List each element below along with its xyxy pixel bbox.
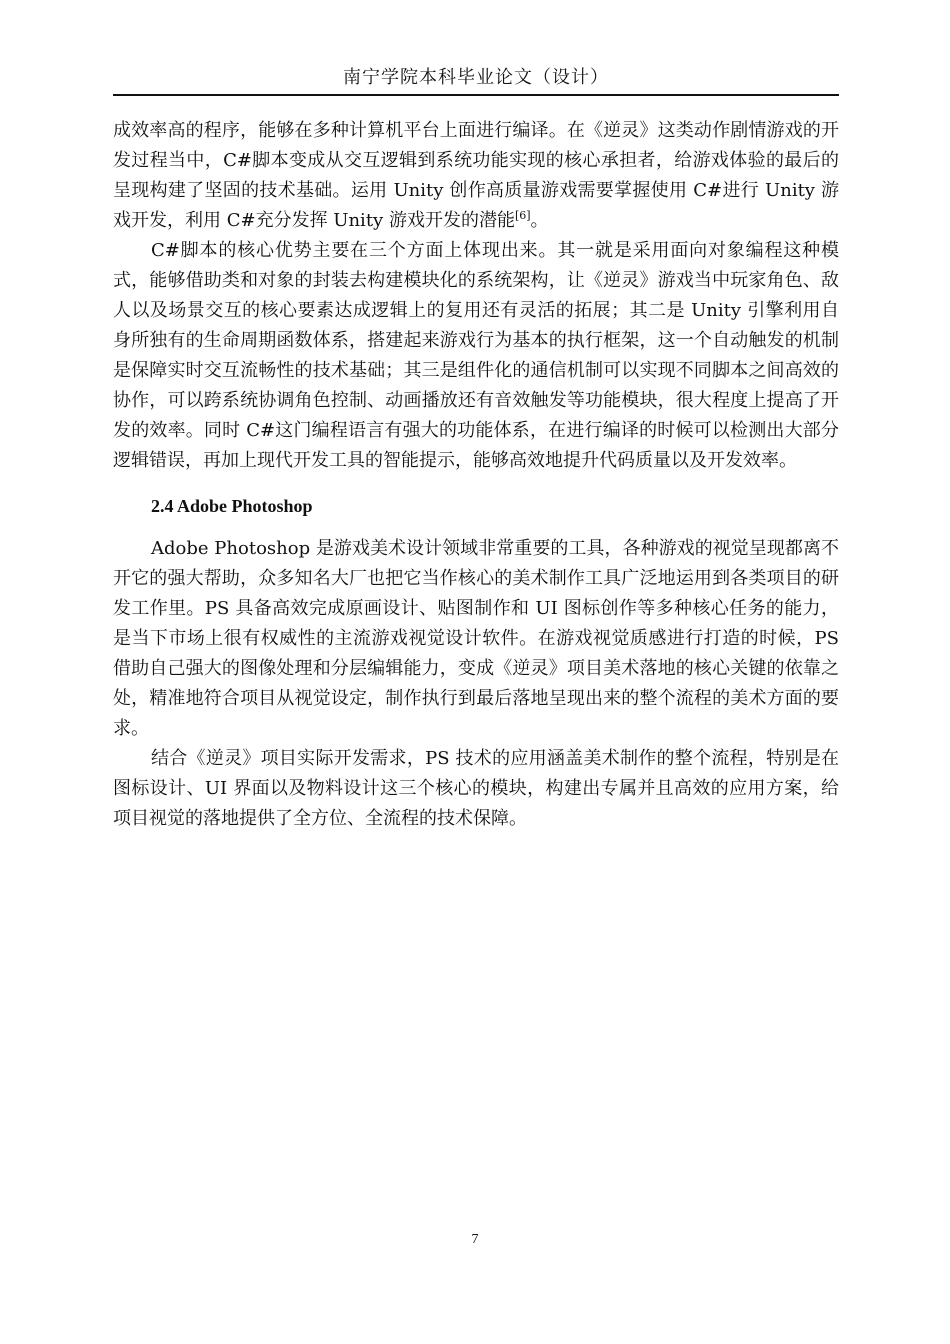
paragraph-csharp-advantages: C#脚本的核心优势主要在三个方面上体现出来。其一就是采用面向对象编程这种模式，能够借助类和对象的封装去构建模块化的系统架构，让《逆灵》游戏当中玩家角色、敌人以及场景交互的核心要素达成逻辑上的复用还有灵活的拓展；其二是 Unity 引擎利用自身所独有的生命周期函数体系，搭建起来游戏行为基本的执行框架，这一个自动触发的机制是保障实时交互流畅性的技术基础；其三是组件化的通信机制可以实现不同脚本之间高效的协作，可以跨系统协调角色控制、动画播放还有音效触发等功能模块，很大程度上提高了开发的效率。同时 C#这门编程语言有强大的功能体系，在进行编译的时候可以检测出大部分逻辑错误，再加上现代开发工具的智能提示，能够高效地提升代码质量以及开发效率。 — [113, 240, 839, 471]
page-number: 7 — [471, 1232, 479, 1247]
paragraph-csharp-intro-text: 成效率高的程序，能够在多种计算机平台上面进行编译。在《逆灵》这类动作剧情游戏的开发过程当中，C#脚本变成从交互逻辑到系统功能实现的核心承担者，给游戏体验的最后的呈现构建了坚固的技术基础。运用 Unity 创作高质量游戏需要掌握使用 C#进行 Unity 游戏开发，利用 C#充分发挥 Unity 游戏开发的潜能 — [113, 120, 839, 231]
paragraph-csharp-intro — [113, 116, 839, 236]
document-body — [113, 116, 839, 834]
paragraph-csharp-intro-end: 。 — [530, 210, 549, 231]
paragraph-photoshop-application: 结合《逆灵》项目实际开发需求，PS 技术的应用涵盖美术制作的整个流程，特别是在图标设计、UI 界面以及物料设计这三个核心的模块，构建出专属并且高效的应用方案，给项目视觉的落地提供了全方位、全流程的技术保障。 — [113, 748, 839, 829]
section-heading: 2.4 Adobe Photoshop — [151, 496, 313, 516]
header-divider — [113, 94, 839, 96]
paragraph-photoshop-intro: Adobe Photoshop 是游戏美术设计领域非常重要的工具，各种游戏的视觉呈现都离不开它的强大帮助，众多知名大厂也把它当作核心的美术制作工具广泛地运用到各类项目的研发工作里。PS 具备高效完成原画设计、贴图制作和 UI 图标创作等多种核心任务的能力，是当下市场上很有权威性的主流游戏视觉设计软件。在游戏视觉质感进行打造的时候，PS 借助自己强大的图像处理和分层编辑能力，变成《逆灵》项目美术落地的核心关键的依靠之处，精准地符合项目从视觉设定，制作执行到最后落地呈现出来的整个流程的美术方面的要求。 — [113, 538, 839, 739]
page-header-title: 南宁学院本科毕业论文（设计） — [343, 67, 609, 88]
citation-ref: [6] — [514, 209, 531, 222]
